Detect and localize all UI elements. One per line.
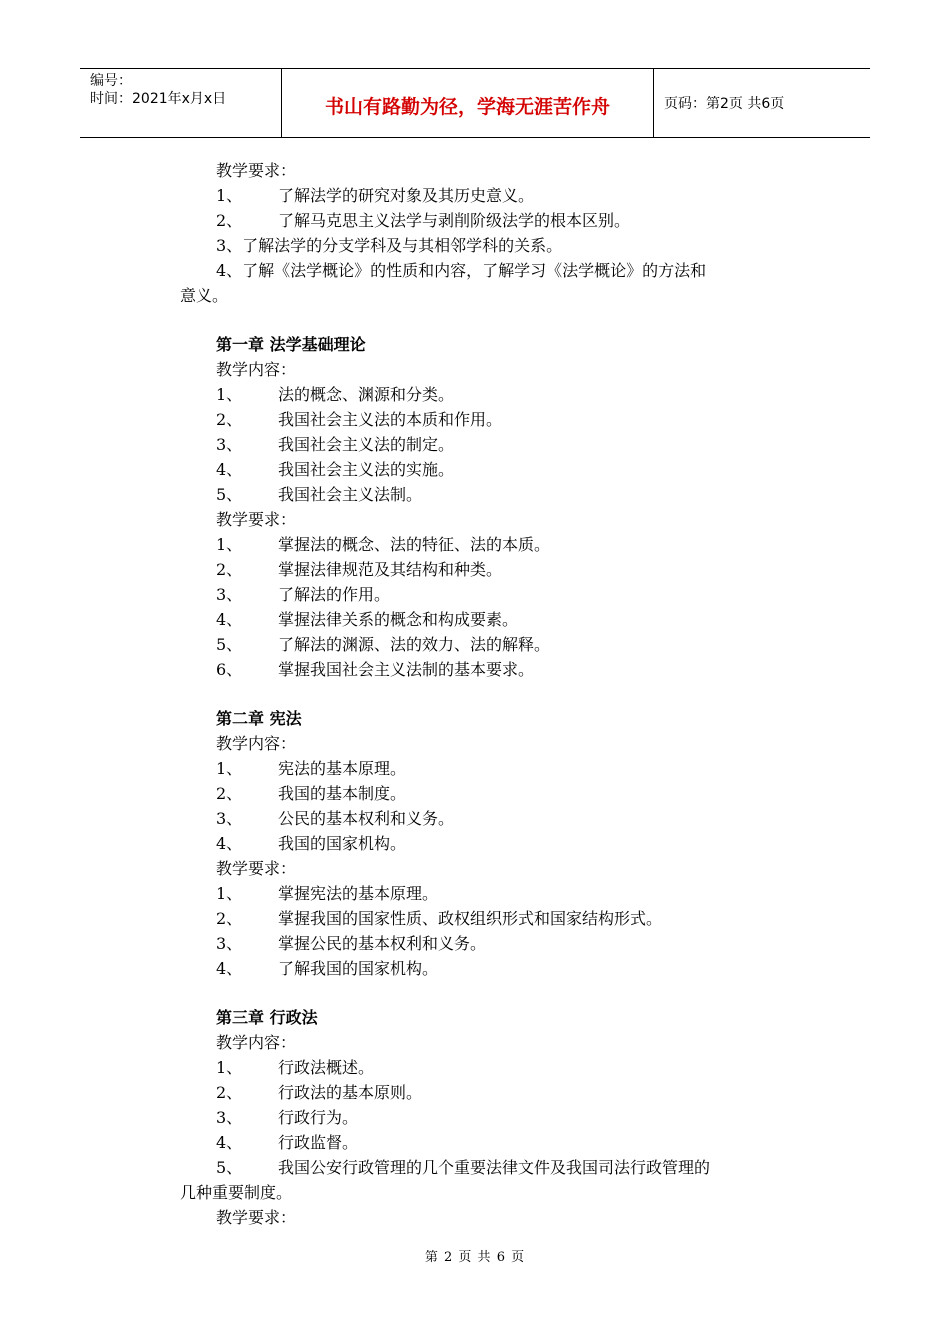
- list-item: 6、 掌握我国社会主义法制的基本要求。: [216, 660, 535, 679]
- list-item: 2、 我国社会主义法的本质和作用。: [216, 410, 503, 429]
- list-item: 1、 掌握法的概念、法的特征、法的本质。: [216, 535, 551, 554]
- list-item: 2、 行政法的基本原则。: [216, 1083, 423, 1102]
- page-footer: 第 2 页 共 6 页: [424, 1250, 526, 1265]
- list-item: 1、 掌握宪法的基本原理。: [216, 884, 439, 903]
- list-item: 2、 掌握我国的国家性质、政权组织形式和国家结构形式。: [216, 909, 663, 928]
- list-item-continuation: 几种重要制度。: [180, 1183, 293, 1202]
- chapter-title: 第一章 法学基础理论: [216, 335, 366, 354]
- section-label: 教学内容：: [216, 360, 297, 379]
- time-label: 时间：2021年x月x日: [90, 91, 227, 107]
- section-label: 教学要求：: [216, 859, 297, 878]
- section-label: 教学要求：: [216, 510, 297, 529]
- list-item: 3、 行政行为。: [216, 1108, 359, 1127]
- document-header: [80, 68, 870, 138]
- section-label: 教学内容：: [216, 734, 297, 753]
- number-label: 编号：: [90, 73, 132, 89]
- list-item: 4、 掌握法律关系的概念和构成要素。: [216, 610, 519, 629]
- list-item: 3、 了解法的作用。: [216, 585, 391, 604]
- list-item: 1、 宪法的基本原理。: [216, 759, 407, 778]
- list-item: 4、 我国的国家机构。: [216, 834, 407, 853]
- list-item: 1、 了解法学的研究对象及其历史意义。: [216, 186, 535, 205]
- header-left-cell: [80, 69, 282, 137]
- list-item: 2、 了解马克思主义法学与剥削阶级法学的根本区别。: [216, 211, 631, 230]
- chapter-title: 第三章 行政法: [216, 1008, 318, 1027]
- list-item: 4、 了解我国的国家机构。: [216, 959, 439, 978]
- motto: 书山有路勤为径，学海无涯苦作舟: [282, 69, 654, 137]
- list-item: 1、 法的概念、渊源和分类。: [216, 385, 455, 404]
- list-item: 2、 我国的基本制度。: [216, 784, 407, 803]
- list-item: 1、 行政法概述。: [216, 1058, 375, 1077]
- list-item: 2、 掌握法律规范及其结构和种类。: [216, 560, 503, 579]
- section-label: 教学内容：: [216, 1033, 297, 1052]
- list-item: 3、 我国社会主义法的制定。: [216, 435, 455, 454]
- section-label: 教学要求：: [216, 161, 297, 180]
- list-item: 5、 了解法的渊源、法的效力、法的解释。: [216, 635, 551, 654]
- list-item: 4、 我国社会主义法的实施。: [216, 460, 455, 479]
- list-item: 5、 我国社会主义法制。: [216, 485, 423, 504]
- list-item: 3、了解法学的分支学科及与其相邻学科的关系。: [216, 236, 563, 255]
- section-label: 教学要求：: [216, 1208, 297, 1227]
- list-item: 5、 我国公安行政管理的几个重要法律文件及我国司法行政管理的: [216, 1158, 711, 1177]
- chapter-title: 第二章 宪法: [216, 709, 302, 728]
- document-body: [180, 158, 820, 1230]
- list-item: 3、 掌握公民的基本权利和义务。: [216, 934, 487, 953]
- list-item-continuation: 意义。: [180, 286, 229, 305]
- list-item: 4、 行政监督。: [216, 1133, 359, 1152]
- list-item: 4、了解《法学概论》的性质和内容，了解学习《法学概论》的方法和: [216, 261, 707, 280]
- page-label: 页码：第2页 共6页: [664, 96, 785, 112]
- list-item: 3、 公民的基本权利和义务。: [216, 809, 455, 828]
